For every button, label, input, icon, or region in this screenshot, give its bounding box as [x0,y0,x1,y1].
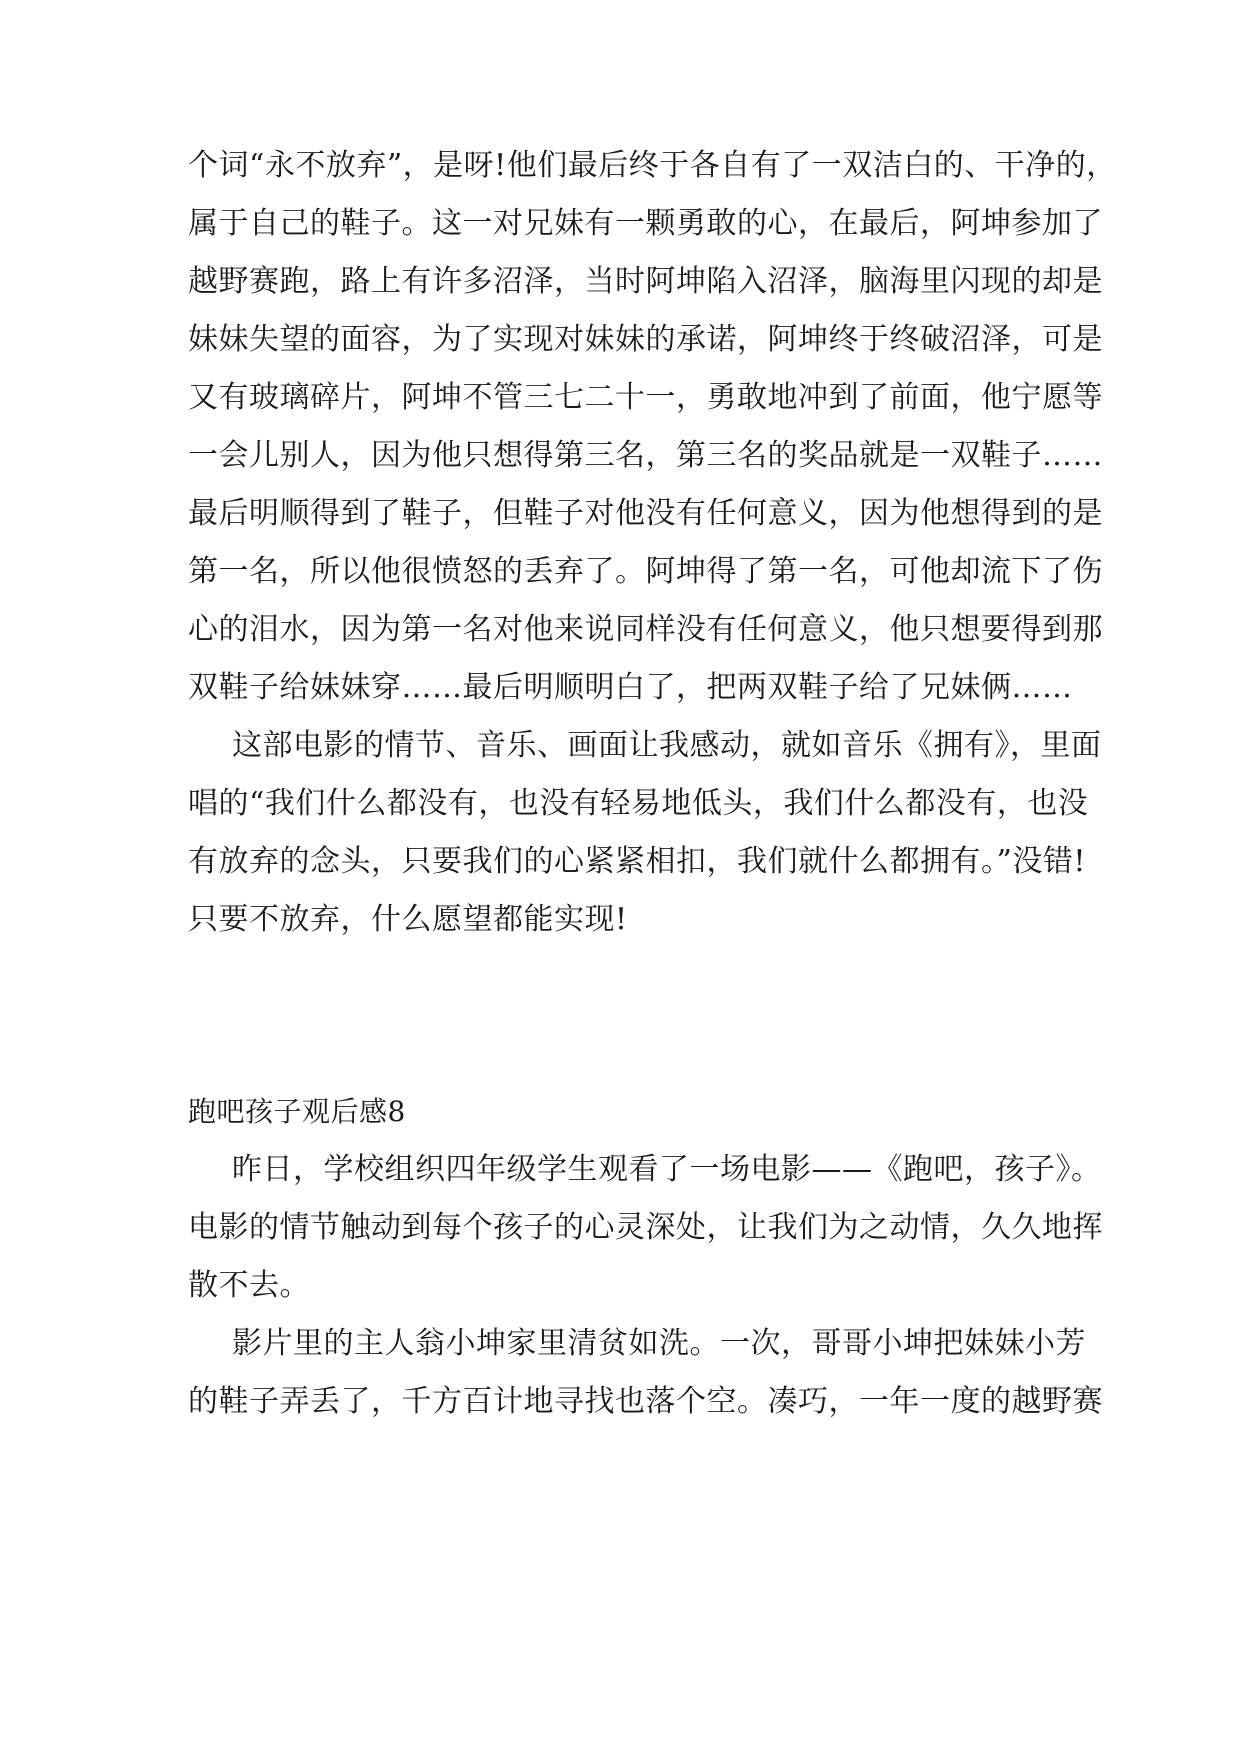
paragraph-line: 这部电影的情节、音乐、画面让我感动，就如音乐《拥有》，里面 [232,728,1102,763]
paragraph-line: 有放弃的念头，只要我们的心紧紧相扣，我们就什么都拥有。”没错! [188,844,1086,879]
paragraph-line: 电影的情节触动到每个孩子的心灵深处，让我们为之动情，久久地挥 [188,1210,1103,1245]
paragraph-line: 属于自己的鞋子。这一对兄妹有一颗勇敢的心，在最后，阿坤参加了 [188,206,1103,241]
paragraph-line: 双鞋子给妹妹穿……最后明顺明白了，把两双鞋子给了兄妹俩…… [188,670,1073,705]
paragraph-line: 心的泪水，因为第一名对他来说同样没有任何意义，他只想要得到那 [188,612,1103,647]
paragraph-line: 妹妹失望的面容，为了实现对妹妹的承诺，阿坤终于终破沼泽，可是 [188,322,1103,357]
paragraph-line: 唱的“我们什么都没有，也没有轻易地低头，我们什么都没有，也没 [188,786,1089,821]
paragraph-line: 第一名，所以他很愤怒的丢弃了。阿坤得了第一名，可他却流下了伤 [188,554,1103,589]
paragraph-line: 一会儿别人，因为他只想得第三名，第三名的奖品就是一双鞋子…… [188,438,1103,473]
paragraph-line: 散不去。 [188,1268,310,1303]
paragraph-line: 又有玻璃碎片，阿坤不管三七二十一，勇敢地冲到了前面，他宁愿等 [188,380,1103,415]
paragraph-line: 的鞋子弄丢了，千方百计地寻找也落个空。凑巧，一年一度的越野赛 [188,1384,1103,1419]
paragraph-line: 只要不放弃，什么愿望都能实现! [188,902,628,937]
paragraph-line: 影片里的主人翁小坤家里清贫如洗。一次，哥哥小坤把妹妹小芳 [232,1326,1086,1361]
paragraph-line: 最后明顺得到了鞋子，但鞋子对他没有任何意义，因为他想得到的是 [188,496,1103,531]
section-title: 跑吧孩子观后感8 [188,1095,406,1128]
paragraph-line: 昨日，学校组织四年级学生观看了一场电影——《跑吧，孩子》。 [232,1152,1102,1187]
paragraph-line: 个词“永不放弃”，是呀!他们最后终于各自有了一双洁白的、干净的， [188,148,1117,183]
paragraph-line: 越野赛跑，路上有许多沼泽，当时阿坤陷入沼泽，脑海里闪现的却是 [188,264,1103,299]
